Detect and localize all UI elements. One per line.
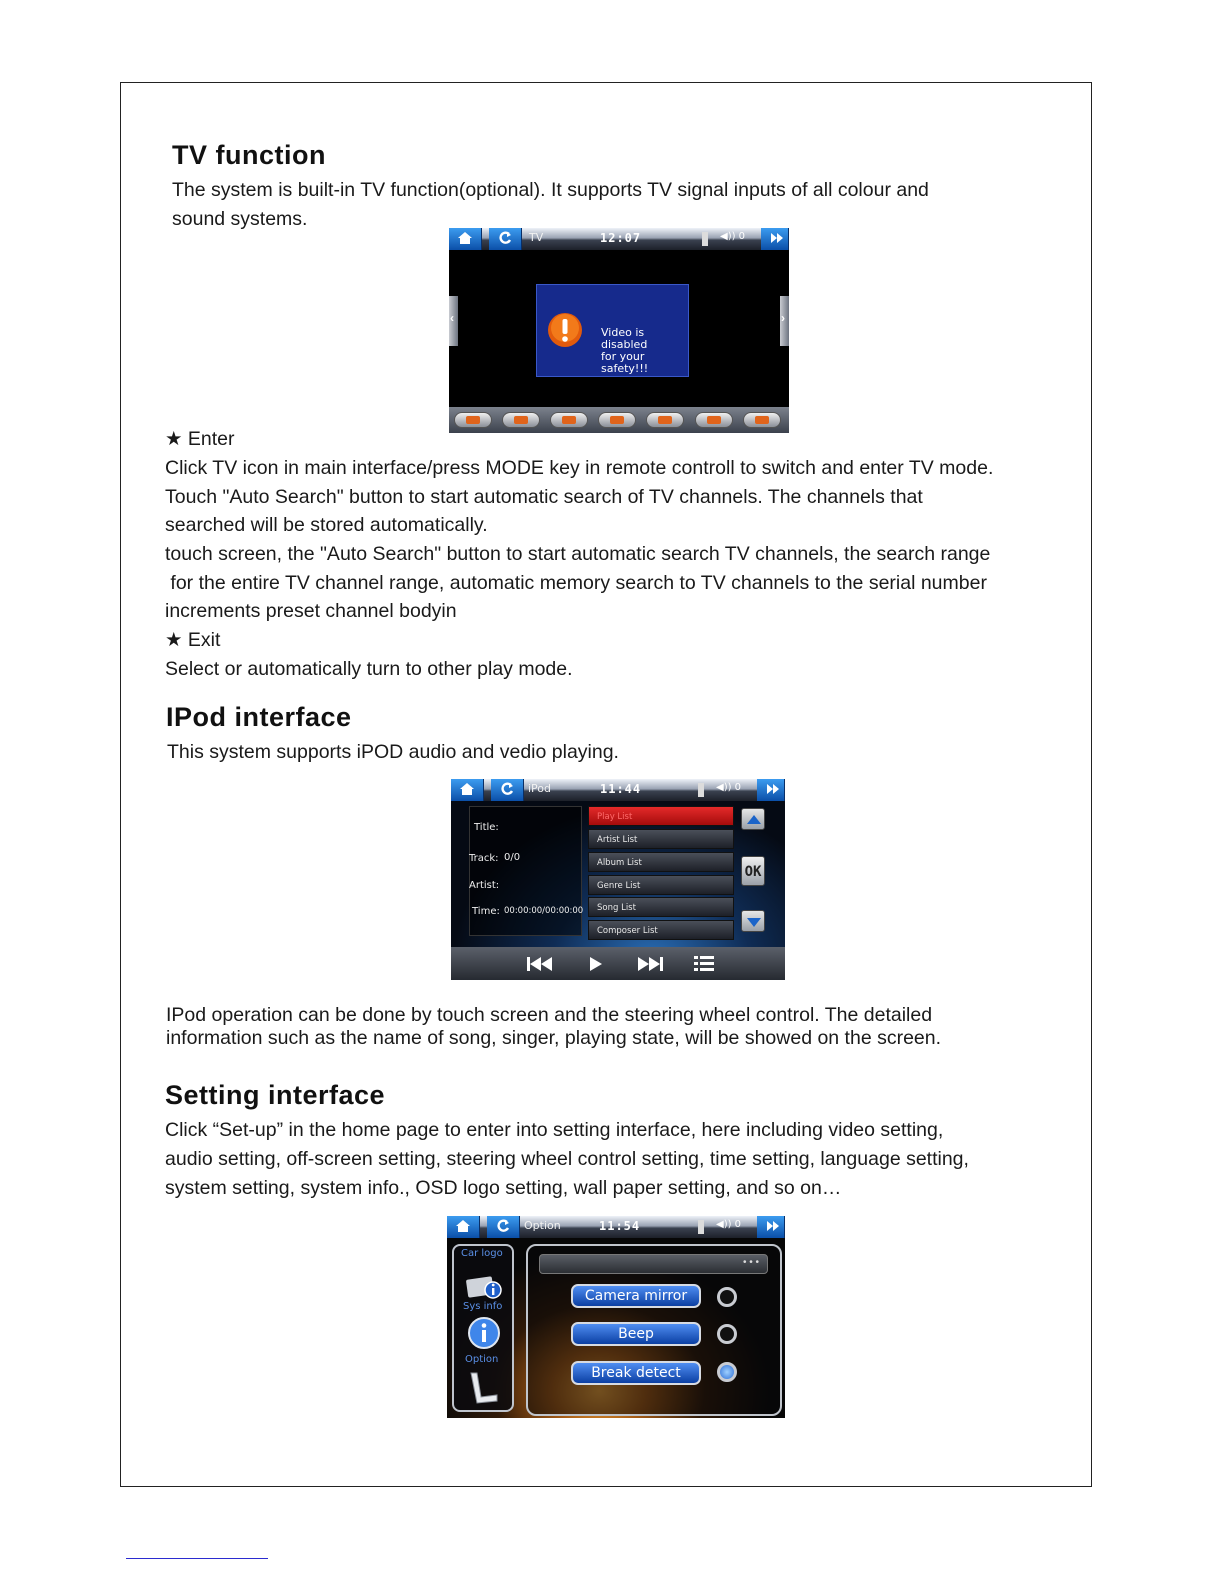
forward-icon[interactable] (757, 779, 785, 801)
mode-label: iPod (528, 782, 552, 795)
tv-paragraph-4: touch screen, the "Auto Search" button to start automatic search TV channels, the search range (165, 543, 991, 565)
more-icon: • • • (742, 1257, 759, 1268)
tv-heading: TV function (172, 140, 326, 170)
tv-paragraph-5: for the entire TV channel range, automatic memory search to TV channels to the serial number (165, 572, 987, 594)
option-label: Option (465, 1354, 499, 1365)
arrow-up-icon (746, 814, 762, 825)
last-channel-button[interactable] (598, 412, 636, 428)
settings-button[interactable] (743, 412, 781, 428)
menu-item-composer-list[interactable]: Composer List (588, 920, 734, 940)
break-detect-button[interactable]: Break detect (571, 1361, 701, 1385)
footer-rule (126, 1558, 268, 1559)
tv-intro-line-1: The system is built-in TV function(optional). It supports TV signal inputs of all colour and (172, 179, 929, 201)
title-label: Title: (474, 822, 499, 833)
back-icon[interactable] (489, 228, 522, 250)
forward-icon[interactable] (757, 1216, 785, 1238)
safety-warning-box (536, 284, 689, 377)
scroll-down-button[interactable] (741, 910, 765, 932)
menu-item-artist-list[interactable]: Artist List (588, 829, 734, 849)
ipod-description-line-2: information such as the name of song, singer, playing state, will be showed on the screen. (166, 1027, 942, 1049)
clock: 11:54 (599, 1219, 641, 1233)
clock: 12:07 (600, 231, 642, 245)
mode-label: Option (524, 1219, 561, 1232)
menu-item-song-list[interactable]: Song List (588, 897, 734, 917)
ok-button[interactable]: OK (741, 856, 765, 886)
ipod-control-bar (451, 947, 785, 980)
arrow-down-icon (746, 917, 762, 928)
menu-item-album-list[interactable]: Album List (588, 852, 734, 872)
car-logo-icon[interactable] (465, 1274, 503, 1300)
previous-track-icon[interactable] (527, 956, 553, 972)
warning-icon (547, 312, 583, 348)
mode-label: TV (529, 231, 544, 244)
tv-paragraph-6: increments preset channel bodyin (165, 600, 457, 622)
ipod-description-line-1: IPod operation can be done by touch screen and the steering wheel control. The detailed (166, 1004, 933, 1026)
camera-mirror-button[interactable]: Camera mirror (571, 1284, 701, 1308)
setting-screenshot (447, 1216, 785, 1418)
ipod-screenshot (451, 779, 785, 980)
home-icon[interactable] (449, 228, 482, 250)
clock: 11:44 (600, 782, 642, 796)
car-logo-label: Car logo (461, 1248, 503, 1259)
setting-paragraph-3: system setting, system info., OSD logo setting, wall paper setting, and so on… (165, 1177, 842, 1199)
time-label: Time: (472, 906, 500, 917)
volume-indicator: ◀)) 0 (716, 1219, 742, 1230)
back-icon[interactable] (491, 779, 524, 801)
tv-status-bar (449, 228, 789, 250)
play-icon[interactable] (589, 956, 603, 972)
signal-icon (702, 232, 708, 246)
rewind-button[interactable] (502, 412, 540, 428)
warning-line-1: Video is disabled (601, 326, 648, 351)
next-track-icon[interactable] (637, 956, 663, 972)
tv-control-bar (449, 407, 789, 433)
ipod-intro: This system supports iPOD audio and vedio playing. (167, 741, 619, 763)
track-label: Track: (469, 853, 499, 864)
camera-mirror-toggle[interactable] (717, 1287, 737, 1307)
time-value: 00:00:00/00:00:00 (504, 906, 584, 916)
fast-forward-button[interactable] (550, 412, 588, 428)
sys-info-label: Sys info (463, 1301, 503, 1312)
option-icon[interactable] (467, 1369, 501, 1405)
tv-paragraph-3: searched will be stored automatically. (165, 514, 488, 536)
prev-channel-arrow[interactable]: ‹ (449, 296, 458, 346)
first-channel-button[interactable] (454, 412, 492, 428)
sys-info-icon[interactable] (467, 1316, 501, 1350)
break-detect-toggle[interactable] (717, 1362, 737, 1382)
setting-heading: Setting interface (165, 1080, 386, 1110)
forward-icon[interactable] (761, 228, 789, 250)
volume-indicator: ◀)) 0 (720, 231, 746, 242)
setting-paragraph-2: audio setting, off-screen setting, steering wheel control setting, time setting, language setting, (165, 1148, 969, 1170)
enter-heading: ★ Enter (165, 428, 235, 450)
volume-value: 0 (738, 231, 746, 242)
tv-intro-line-2: sound systems. (172, 208, 308, 230)
signal-icon (698, 783, 704, 797)
artist-label: Artist: (469, 880, 500, 891)
tv-paragraph-7: Select or automatically turn to other play mode. (165, 658, 573, 680)
volume-value: 0 (734, 1219, 742, 1230)
warning-text (601, 327, 688, 375)
tv-paragraph-1: Click TV icon in main interface/press MODE key in remote controll to switch and enter TV mode. (165, 457, 994, 479)
exit-heading: ★ Exit (165, 629, 221, 651)
tv-screenshot (449, 228, 789, 433)
back-icon[interactable] (487, 1216, 520, 1238)
option-panel-header (539, 1254, 768, 1274)
next-channel-arrow[interactable]: › (780, 296, 789, 346)
beep-button[interactable]: Beep (571, 1322, 701, 1346)
warning-line-2: for your safety!!! (601, 350, 649, 375)
setting-status-bar (447, 1216, 785, 1238)
setting-paragraph-1: Click “Set-up” in the home page to enter into setting interface, here including video setting, (165, 1119, 944, 1141)
menu-item-play-list[interactable]: Play List (588, 806, 734, 826)
track-value: 0/0 (504, 852, 521, 863)
auto-search-button[interactable] (646, 412, 684, 428)
signal-icon (698, 1220, 704, 1234)
ipod-heading: IPod interface (166, 702, 352, 732)
tv-paragraph-2: Touch "Auto Search" button to start automatic search of TV channels. The channels that (165, 486, 923, 508)
home-icon[interactable] (451, 779, 484, 801)
volume-indicator: ◀)) 0 (716, 782, 742, 793)
scroll-up-button[interactable] (741, 808, 765, 830)
volume-value: 0 (734, 782, 742, 793)
list-icon[interactable] (694, 955, 714, 973)
menu-item-genre-list[interactable]: Genre List (588, 875, 734, 895)
beep-toggle[interactable] (717, 1324, 737, 1344)
ipod-status-bar (451, 779, 785, 801)
home-icon[interactable] (447, 1216, 480, 1238)
channel-list-button[interactable] (695, 412, 733, 428)
